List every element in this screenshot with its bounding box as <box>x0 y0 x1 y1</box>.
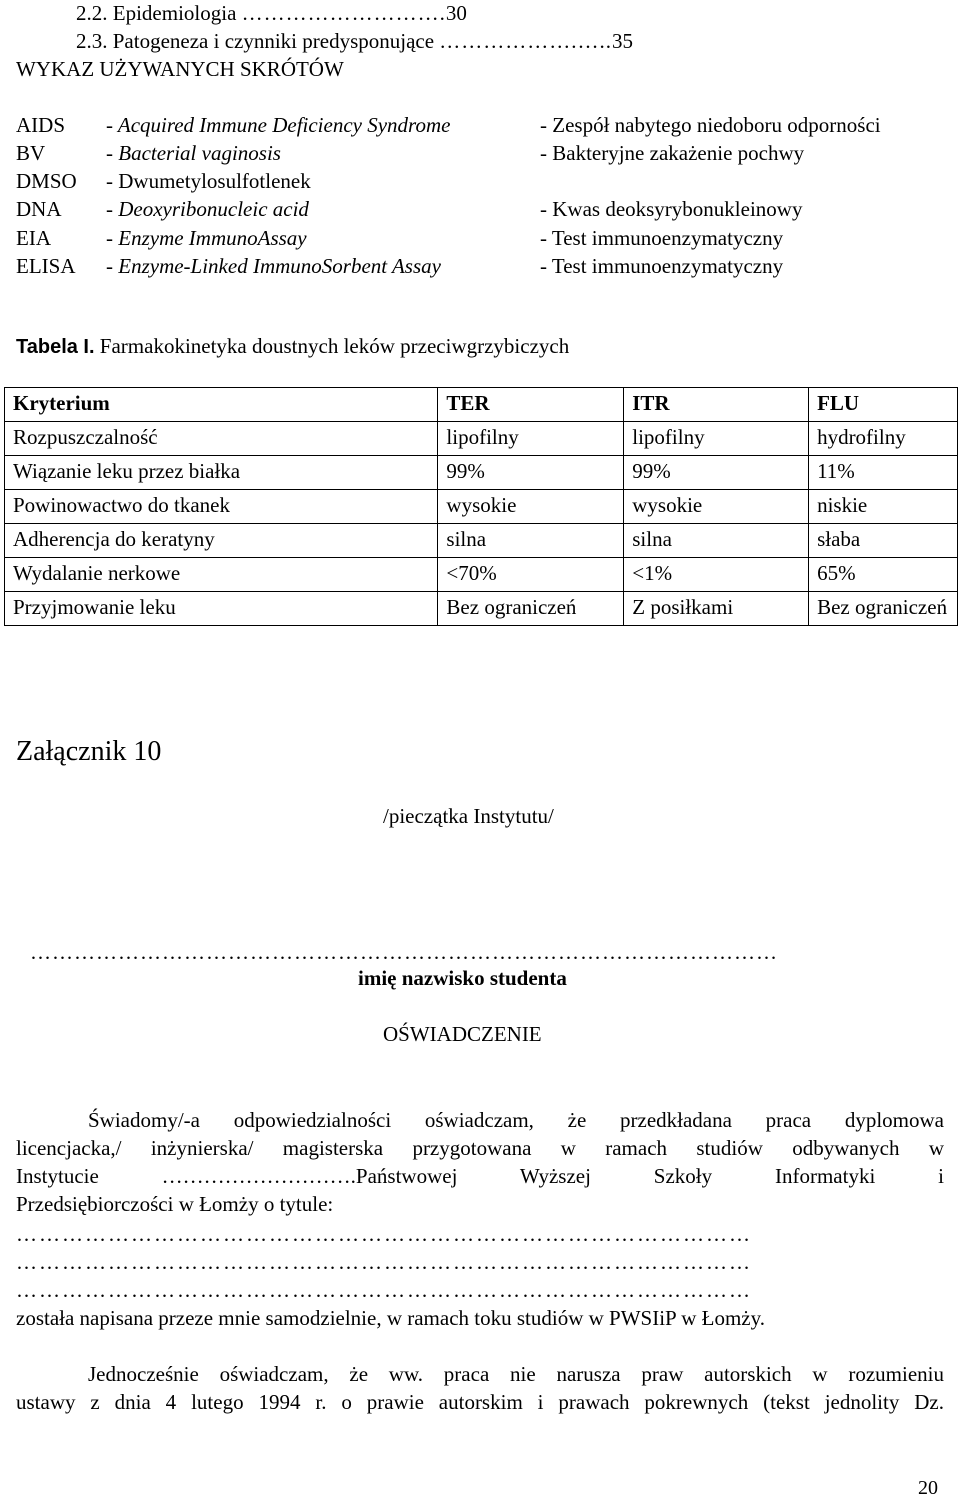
copyright-paragraph-line: Jednocześnie oświadczam, że ww. praca nie narusza praw autorskich w rozumieniu <box>88 1362 944 1386</box>
abbr-english: - Acquired Immune Deficiency Syndrome <box>106 113 451 137</box>
statement-title: OŚWIADCZENIE <box>383 1022 542 1046</box>
abbr-polish: - Zespół nabytego niedoboru odporności <box>540 113 881 137</box>
abbr-english: - Enzyme-Linked ImmunoSorbent Assay <box>106 254 441 278</box>
abbr-polish: - Kwas deoksyrybonukleinowy <box>540 197 803 221</box>
copyright-paragraph-line: ustawy z dnia 4 lutego 1994 r. o prawie autorskim i prawach pokrewnych (tekst jednolity Dz. <box>16 1390 944 1414</box>
student-name-label: imię nazwisko studenta <box>358 966 567 990</box>
table-cell: niskie <box>809 490 958 524</box>
table-row <box>5 456 958 490</box>
table-header-cell: TER <box>438 388 624 422</box>
table-cell: Adherencja do keratyny <box>5 524 438 558</box>
abbr-polish: - Bakteryjne zakażenie pochwy <box>540 141 805 165</box>
table-row <box>5 422 958 456</box>
title-dots-line: …………………………………………………………………………………… <box>16 1222 752 1246</box>
table-cell: Powinowactwo do tkanek <box>5 490 438 524</box>
table-cell: słaba <box>809 524 958 558</box>
table-cell: wysokie <box>624 490 809 524</box>
table-row <box>5 490 958 524</box>
abbr-english: - Enzyme ImmunoAssay <box>106 226 307 250</box>
stamp-placeholder: /pieczątka Instytutu/ <box>383 804 554 828</box>
abbr-key: DNA <box>16 197 62 221</box>
table-cell: Wydalanie nerkowe <box>5 558 438 592</box>
page-number: 20 <box>918 1477 938 1499</box>
table-row <box>5 592 958 626</box>
table-cell: <1% <box>624 558 809 592</box>
table-cell: 65% <box>809 558 958 592</box>
table-header-row <box>5 388 958 422</box>
table-cell: 99% <box>438 456 624 490</box>
abbr-polish: - Test immunoenzymatyczny <box>540 254 784 278</box>
table-cell: silna <box>624 524 809 558</box>
table-cell: lipofilny <box>624 422 809 456</box>
table-cell: Wiązanie leku przez białka <box>5 456 438 490</box>
abbr-key: ELISA <box>16 254 76 278</box>
toc-entry: 2.2. Epidemiologia ……………………….30 <box>76 1 467 25</box>
abbr-polish: - Test immunoenzymatyczny <box>540 226 784 250</box>
pharmacokinetics-table <box>4 387 958 626</box>
statement-paragraph-line: Świadomy/-a odpowiedzialności oświadczam, że przedkładana praca dyplomowa <box>88 1108 944 1132</box>
title-dots-line: …………………………………………………………………………………… <box>16 1250 752 1274</box>
table-cell: 11% <box>809 456 958 490</box>
table-cell: silna <box>438 524 624 558</box>
table-cell: Przyjmowanie leku <box>5 592 438 626</box>
statement-paragraph-line: licencjacka,/ inżynierska/ magisterska przygotowana w ramach studiów odbywanych w <box>16 1136 944 1160</box>
annex-title: Załącznik 10 <box>16 736 162 767</box>
table-cell: Bez ograniczeń <box>809 592 958 626</box>
statement-paragraph-line: Przedsiębiorczości w Łomży o tytule: <box>16 1192 334 1216</box>
table-cell: hydrofilny <box>809 422 958 456</box>
table-cell: Bez ograniczeń <box>438 592 624 626</box>
student-name-line: ………………………………………………………………………………………… <box>30 940 778 964</box>
table-cell: lipofilny <box>438 422 624 456</box>
abbr-english: - Bacterial vaginosis <box>106 141 281 165</box>
table-caption: Tabela I. Farmakokinetyka doustnych leków przeciwgrzybiczych <box>16 334 570 358</box>
abbr-key: DMSO <box>16 169 77 193</box>
table-cell: wysokie <box>438 490 624 524</box>
abbr-key: BV <box>16 141 46 165</box>
table-cell: <70% <box>438 558 624 592</box>
abbr-english: - Dwumetylosulfotlenek <box>106 169 311 193</box>
abbr-key: EIA <box>16 226 51 250</box>
statement-paragraph-line: Instytucie ……………………….Państwowej Wyższej Szkoły Informatyki i <box>16 1164 944 1188</box>
abbreviations-heading: WYKAZ UŻYWANYCH SKRÓTÓW <box>16 57 344 81</box>
title-dots-line: …………………………………………………………………………………… <box>16 1278 752 1302</box>
table-row <box>5 558 958 592</box>
table-header-cell: Kryterium <box>5 388 438 422</box>
abbr-key: AIDS <box>16 113 66 137</box>
table-cell: Rozpuszczalność <box>5 422 438 456</box>
table-row <box>5 524 958 558</box>
table-cell: Z posiłkami <box>624 592 809 626</box>
abbr-english: - Deoxyribonucleic acid <box>106 197 309 221</box>
table-header-cell: FLU <box>809 388 958 422</box>
table-cell: 99% <box>624 456 809 490</box>
toc-entry: 2.3. Patogeneza i czynniki predysponujące ……………….…..35 <box>76 29 634 53</box>
written-statement: została napisana przeze mnie samodzielnie, w ramach toku studiów w PWSIiP w Łomży. <box>16 1306 765 1330</box>
table-header-cell: ITR <box>624 388 809 422</box>
